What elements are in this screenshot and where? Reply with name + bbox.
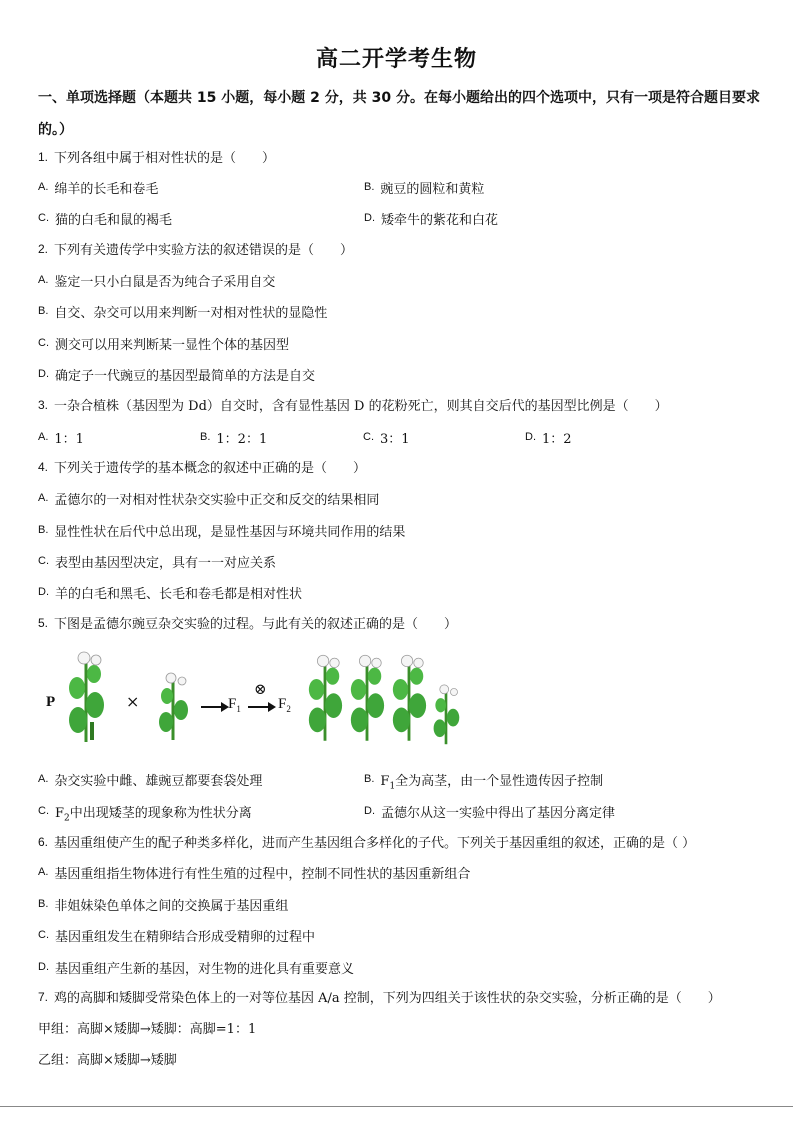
q7-group-jia: 甲组：高脚×矮脚→矮脚：高脚=1：1 xyxy=(38,1022,257,1037)
q3-option-c: $^{C.}$ 3：1 xyxy=(363,431,410,447)
f1-label: $F_1$ xyxy=(228,696,241,714)
q2-option-c: $^{C.}$ 测交可以用来判断某一显性个体的基因型 xyxy=(38,337,290,353)
arrow-icon xyxy=(201,702,229,712)
q4-option-d: $^{D.}$ 羊的白毛和黑毛、长毛和卷毛都是相对性状 xyxy=(38,586,303,602)
q6-option-d: $^{D.}$ 基因重组产生新的基因，对生物的进化具有重要意义 xyxy=(38,961,355,977)
q1-option-d: $^{D.}$ 矮牵牛的紫花和白花 xyxy=(364,212,499,228)
question-6-stem: 6. 基因重组使产生的配子种类多样化，进而产生基因组合多样化的子代。下列关于基因重组的叙述，正确的是（ ） xyxy=(38,835,696,851)
question-3-stem: 3. 一杂合植株（基因型为 Dd）自交时，含有显性基因 D 的花粉死亡，则其自交后代的基因型比例是（ ） xyxy=(38,398,668,414)
q7-group-yi: 乙组：高脚×矮脚→矮脚 xyxy=(38,1053,177,1068)
dwarf-pea-plant-parent xyxy=(156,672,190,742)
arrow-icon xyxy=(248,702,276,712)
q6-option-b: $^{B.}$ 非姐妹染色单体之间的交换属于基因重组 xyxy=(38,898,289,914)
q5-option-d: $^{D.}$ 孟德尔从这一实验中得出了基因分离定律 xyxy=(364,805,616,821)
question-1-stem: 1. 下列各组中属于相对性状的是（ ） xyxy=(38,150,276,166)
question-2-stem: 2. 下列有关遗传学中实验方法的叙述错误的是（ ） xyxy=(38,242,354,258)
q2-option-d: $^{D.}$ 确定子一代豌豆的基因型最简单的方法是自交 xyxy=(38,368,316,384)
question-4-stem: 4. 下列关于遗传学的基本概念的叙述中正确的是（ ） xyxy=(38,460,367,476)
q4-option-a: $^{A.}$ 孟德尔的一对相对性状杂交实验中正交和反交的结果相同 xyxy=(38,492,380,508)
q5-option-b: $^{B.}$ $F_1$全为高茎，由一个显性遗传因子控制 xyxy=(364,773,604,792)
q1-option-b: $^{B.}$ 豌豆的圆粒和黄粒 xyxy=(364,181,485,197)
tall-pea-plant-offspring xyxy=(390,650,428,746)
q3-option-a: $^{A.}$ 1：1 xyxy=(38,431,84,447)
q1-option-a: $^{A.}$ 绵羊的长毛和卷毛 xyxy=(38,181,159,197)
q4-option-c: $^{C.}$ 表型由基因型决定，具有一一对应关系 xyxy=(38,555,277,571)
q4-option-b: $^{B.}$ 显性性状在后代中总出现，是显性基因与环境共同作用的结果 xyxy=(38,524,406,540)
selfing-symbol: ⊗ xyxy=(254,680,267,698)
footer-divider xyxy=(0,1106,793,1107)
question-7-stem: 7. 鸡的高脚和矮脚受常染色体上的一对等位基因 A/a 控制，下列为四组关于该性状的杂交实验，分析正确的是（ ） xyxy=(38,990,721,1006)
tall-pea-plant-parent xyxy=(66,650,106,744)
question-number: 1. xyxy=(38,150,49,164)
q2-option-b: $^{B.}$ 自交、杂交可以用来判断一对相对性状的显隐性 xyxy=(38,305,328,321)
q3-option-d: $^{D.}$ 1：2 xyxy=(525,431,572,447)
q1-option-c: $^{C.}$ 猫的白毛和鼠的褐毛 xyxy=(38,212,173,228)
q3-option-b: $^{B.}$ 1：2：1 xyxy=(200,431,268,447)
section-heading: 一、单项选择题（本题共 15 小题，每小题 2 分，共 30 分。在每小题给出的四个选项中，只有一项是符合题目要求的。） xyxy=(38,90,760,138)
tall-pea-plant-offspring xyxy=(348,650,386,746)
f2-label: $F_2$ xyxy=(278,696,291,714)
q5-option-a: $^{A.}$ 杂交实验中雌、雄豌豆都要套袋处理 xyxy=(38,773,263,789)
cross-symbol: × xyxy=(126,692,140,711)
q6-option-c: $^{C.}$ 基因重组发生在精卵结合形成受精卵的过程中 xyxy=(38,929,316,945)
q2-option-a: $^{A.}$ 鉴定一只小白鼠是否为纯合子采用自交 xyxy=(38,274,276,290)
page-title: 高二开学考生物 xyxy=(315,47,477,72)
q5-option-c: $^{C.}$ $F_2$中出现矮茎的现象称为性状分离 xyxy=(38,805,252,824)
tall-pea-plant-offspring xyxy=(306,650,344,746)
question-5-stem: 5. 下图是孟德尔豌豆杂交实验的过程。与此有关的叙述正确的是（ ） xyxy=(38,616,458,632)
q6-option-a: $^{A.}$ 基因重组指生物体进行有性生殖的过程中，控制不同性状的基因重新组合 xyxy=(38,866,471,882)
pea-cross-figure xyxy=(38,648,478,748)
dwarf-pea-plant-offspring xyxy=(430,684,462,746)
figure-p-label: P xyxy=(46,694,56,710)
